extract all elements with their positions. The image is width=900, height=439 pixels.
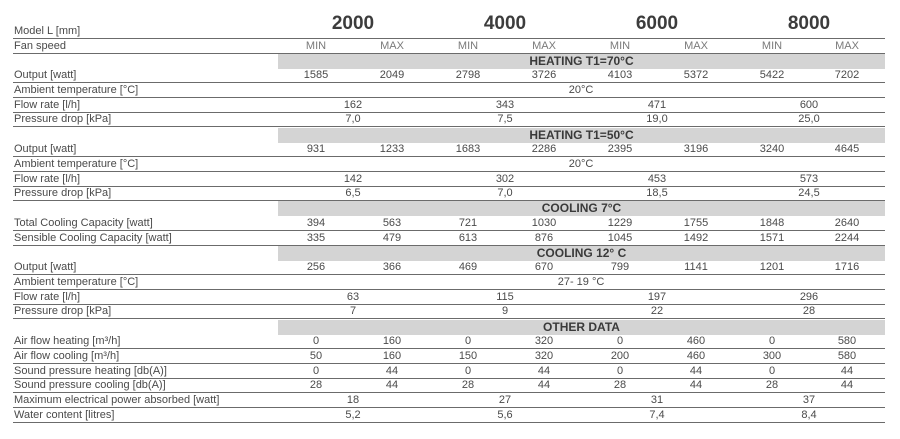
table-cell: 320 [534,335,554,348]
table-cell: 28 [802,305,816,318]
model-size-6000: 6000 [635,13,679,34]
table-cell: 24,5 [798,187,820,200]
table-cell: 44 [537,364,551,377]
table-row [13,216,885,231]
table-cell: 2244 [834,231,860,244]
table-cell: 335 [306,231,326,244]
table-cell: 600 [799,98,819,111]
table-cell: 2286 [531,143,557,156]
model-row [13,13,885,39]
table-cell: 0 [616,364,624,377]
table-cell: 28 [461,379,475,392]
table-row [13,379,885,394]
table-cell: 44 [689,379,703,392]
table-cell: 22 [650,305,664,318]
fan-speed-row [13,39,885,54]
table-cell: 63 [346,290,360,303]
table-cell: 18 [346,393,360,406]
row-label: Ambient temperature [°C] [14,276,139,289]
fan-speed-max: MAX [684,39,708,52]
table-cell: 7,0 [497,187,513,200]
row-label: Flow rate [l/h] [14,290,81,303]
table-cell: 931 [306,143,326,156]
table-cell: 28 [765,379,779,392]
table-cell: 31 [650,393,664,406]
table-row [13,187,885,202]
table-cell: 50 [309,349,323,362]
table-cell: 27 [498,393,512,406]
table-cell: 563 [382,216,402,229]
table-cell: 1755 [683,216,709,229]
table-cell: 394 [306,216,326,229]
table-cell: 7,0 [345,113,361,126]
table-cell: 28 [309,379,323,392]
table-row [13,231,885,246]
table-cell: 3196 [683,143,709,156]
fan-speed-min: MIN [761,39,783,52]
table-cell: 7 [349,305,357,318]
table-cell: 2640 [834,216,860,229]
table-row [13,275,885,290]
row-label: Output [watt] [14,261,77,274]
table-cell: 366 [382,261,402,274]
table-cell: 2049 [379,69,405,82]
table-row [13,83,885,98]
model-size-4000: 4000 [483,13,527,34]
table-cell: 5,6 [497,408,513,421]
table-row [13,172,885,187]
table-row [13,157,885,172]
table-cell: 580 [837,335,857,348]
row-label: Ambient temperature [°C] [14,84,139,97]
table-cell: 20°C [568,84,594,97]
table-row [13,305,885,320]
table-cell: 5422 [759,69,785,82]
table-cell: 1045 [607,231,633,244]
table-row [13,349,885,364]
table-row [13,261,885,276]
table-cell: 1585 [303,69,329,82]
table-cell: 200 [610,349,630,362]
table-cell: 1492 [683,231,709,244]
model-row-label: Model L [mm] [14,25,81,37]
table-cell: 1716 [834,261,860,274]
section-header: OTHER DATA [278,320,885,335]
table-cell: 471 [647,98,667,111]
table-cell: 25,0 [798,113,820,126]
table-cell: 343 [495,98,515,111]
table-cell: 0 [768,364,776,377]
row-label: Sound pressure cooling [db(A)] [14,379,166,392]
table-cell: 256 [306,261,326,274]
section-header: HEATING T1=50°C [278,128,885,143]
row-label: Flow rate [l/h] [14,98,81,111]
table-cell: 20°C [568,157,594,170]
table-cell: 19,0 [646,113,668,126]
table-cell: 2798 [455,69,481,82]
table-cell: 5,2 [345,408,361,421]
table-cell: 460 [686,335,706,348]
fan-speed-max: MAX [835,39,859,52]
table-cell: 613 [458,231,478,244]
table-cell: 44 [840,379,854,392]
table-cell: 115 [496,290,514,303]
section-header: COOLING 12° C [278,246,885,261]
table-cell: 0 [312,364,320,377]
table-cell: 142 [343,172,363,185]
row-label: Total Cooling Capacity [watt] [14,216,153,229]
table-cell: 876 [534,231,554,244]
table-cell: 44 [537,379,551,392]
table-cell: 1848 [759,216,785,229]
table-cell: 6,5 [345,187,361,200]
row-label: Output [watt] [14,143,77,156]
table-row [13,143,885,158]
table-cell: 27- 19 °C [557,276,605,289]
table-cell: 44 [689,364,703,377]
row-label: Water content [litres] [14,408,115,421]
fan-speed-min: MIN [305,39,327,52]
table-cell: 296 [799,290,819,303]
table-cell: 0 [464,335,472,348]
table-cell: 3726 [531,69,557,82]
table-cell: 460 [686,349,706,362]
table-row [13,335,885,350]
fan-speed-label: Fan speed [14,39,66,52]
table-row [13,69,885,84]
table-cell: 18,5 [646,187,668,200]
table-cell: 160 [382,335,402,348]
model-size-8000: 8000 [787,13,831,34]
table-cell: 162 [343,98,363,111]
table-cell: 302 [495,172,515,185]
table-cell: 320 [534,349,554,362]
fan-speed-min: MIN [609,39,631,52]
table-cell: 160 [382,349,402,362]
table-row [13,290,885,305]
table-cell: 1233 [379,143,405,156]
table-cell: 670 [534,261,554,274]
table-cell: 4645 [834,143,860,156]
section-header: COOLING 7°C [278,201,885,216]
table-cell: 799 [610,261,630,274]
table-row [13,364,885,379]
table-cell: 7202 [834,69,860,82]
table-row [13,408,885,423]
section-header: HEATING T1=70°C [278,54,885,69]
row-label: Pressure drop [kPa] [14,113,112,126]
row-label: Sound pressure heating [db(A)] [14,364,167,377]
row-label: Air flow heating [m³/h] [14,335,121,348]
table-cell: 150 [458,349,478,362]
table-cell: 1030 [531,216,557,229]
table-cell: 28 [613,379,627,392]
table-cell: 0 [616,335,624,348]
table-cell: 0 [312,335,320,348]
row-label: Flow rate [l/h] [14,172,81,185]
table-cell: 580 [837,349,857,362]
row-label: Sensible Cooling Capacity [watt] [14,231,172,244]
table-cell: 1229 [607,216,633,229]
row-label: Pressure drop [kPa] [14,187,112,200]
table-cell: 1141 [684,261,708,274]
table-cell: 573 [799,172,819,185]
table-row [13,393,885,408]
table-cell: 1683 [455,143,481,156]
table-cell: 0 [768,335,776,348]
table-cell: 197 [647,290,667,303]
table-row [13,98,885,113]
table-cell: 453 [647,172,667,185]
table-cell: 300 [762,349,782,362]
table-cell: 44 [385,379,399,392]
table-cell: 469 [458,261,478,274]
fan-speed-max: MAX [380,39,404,52]
table-cell: 1571 [759,231,785,244]
model-size-2000: 2000 [331,13,375,34]
table-cell: 37 [802,393,816,406]
table-cell: 4103 [607,69,633,82]
table-cell: 479 [382,231,402,244]
table-row [13,113,885,128]
table-cell: 44 [385,364,399,377]
row-label: Maximum electrical power absorbed [watt] [14,393,220,406]
table-cell: 721 [458,216,478,229]
table-cell: 9 [501,305,509,318]
row-label: Output [watt] [14,69,77,82]
fan-speed-max: MAX [532,39,556,52]
table-cell: 0 [464,364,472,377]
table-cell: 7,5 [497,113,513,126]
table-cell: 44 [840,364,854,377]
row-label: Pressure drop [kPa] [14,305,112,318]
table-cell: 1201 [759,261,785,274]
table-cell: 7,4 [649,408,665,421]
table-cell: 5372 [683,69,709,82]
table-cell: 8,4 [801,408,817,421]
row-label: Ambient temperature [°C] [14,157,139,170]
fan-speed-min: MIN [457,39,479,52]
table-cell: 3240 [759,143,785,156]
table-cell: 2395 [607,143,633,156]
row-label: Air flow cooling [m³/h] [14,349,120,362]
